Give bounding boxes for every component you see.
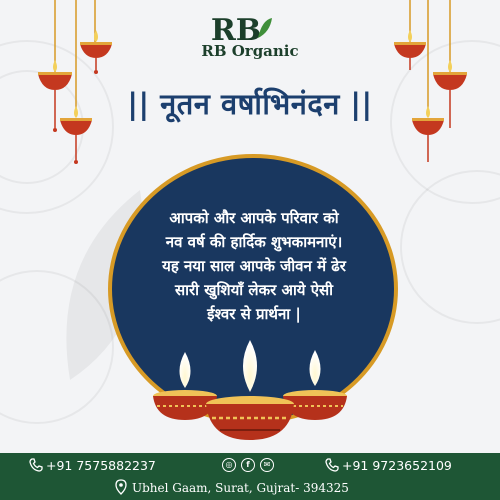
phone-number-right[interactable]: +91 9723652109 xyxy=(342,458,452,473)
logo-letters: RB xyxy=(210,13,262,44)
instagram-icon[interactable]: ◎ xyxy=(222,458,236,472)
phone-icon-right xyxy=(324,457,340,473)
greeting-message xyxy=(118,206,390,326)
page-title: || नूतन वर्षाभिनंदन || xyxy=(127,87,373,121)
location-pin-icon xyxy=(114,479,128,495)
message-line-3: यह नया साल आपके जीवन में ढेर xyxy=(162,257,346,275)
mandala-watermark-right-bottom xyxy=(400,170,500,324)
email-icon[interactable]: ✉ xyxy=(260,458,274,472)
address: Ubhel Gaam, Surat, Gujrat- 394325 xyxy=(132,481,349,495)
brand-logo xyxy=(0,8,500,44)
phone-icon xyxy=(28,457,44,473)
diya-lamps xyxy=(140,340,370,450)
message-line-1: आपको और आपके परिवार को xyxy=(169,209,339,227)
flame-center xyxy=(243,340,257,392)
flame-right xyxy=(310,350,321,386)
facebook-icon[interactable]: f xyxy=(241,458,255,472)
message-line-4: सारी खुशियाँ लेकर आये ऐसी xyxy=(174,281,334,299)
message-line-5: ईश्वर से प्रार्थना | xyxy=(207,305,301,323)
message-line-2: नव वर्ष की हार्दिक शुभकामनाएं। xyxy=(165,233,343,251)
flame-left xyxy=(180,352,191,388)
brand-name: RB Organic xyxy=(201,42,299,60)
phone-number-left[interactable]: +91 7575882237 xyxy=(46,458,156,473)
